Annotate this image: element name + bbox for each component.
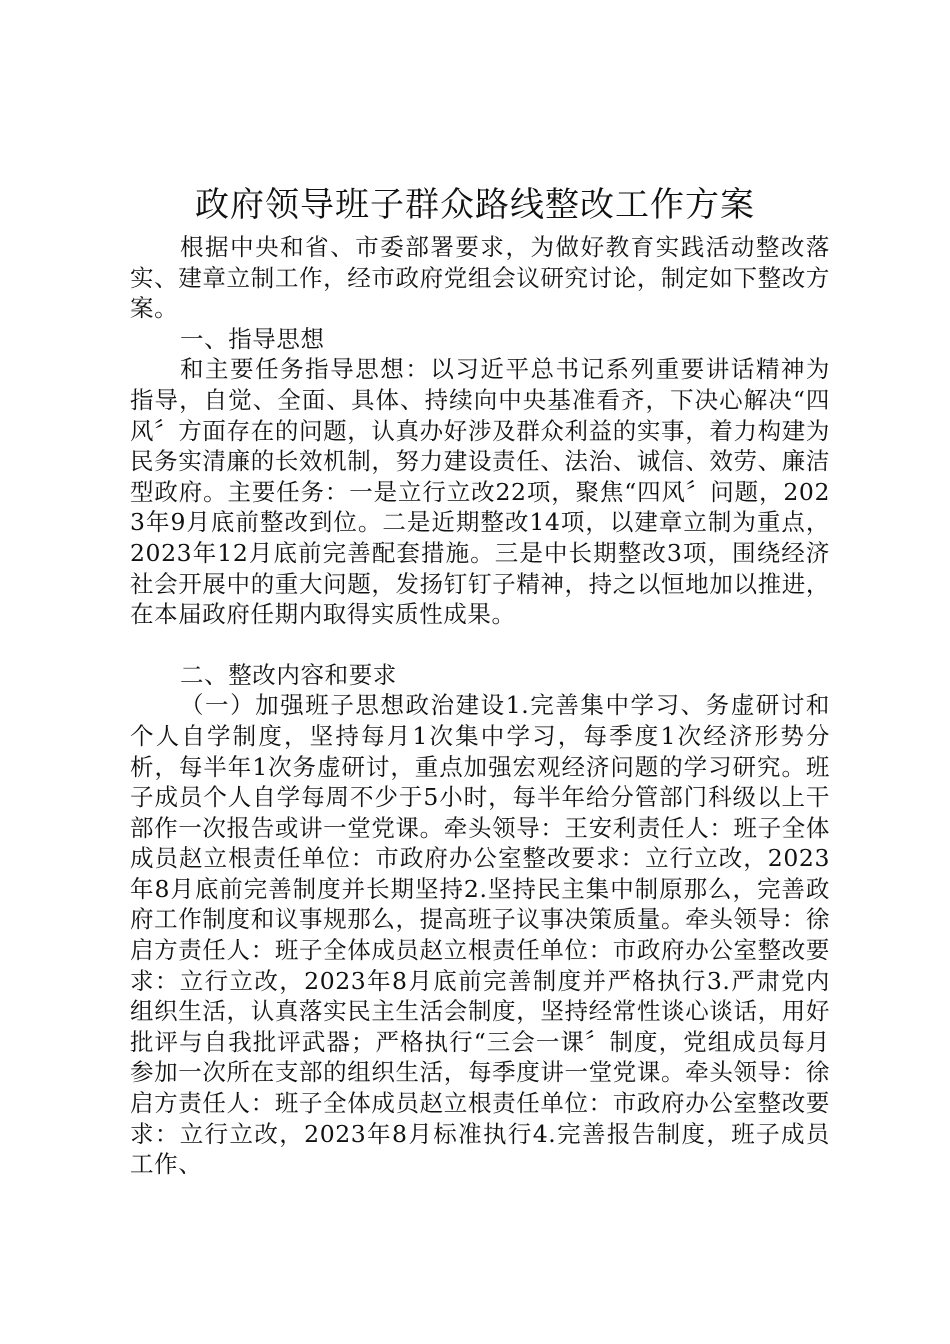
document-title: 政府领导班子群众路线整改工作方案 bbox=[195, 185, 755, 225]
section-1-heading: 一、指导思想 bbox=[180, 324, 325, 353]
section-2-body: （一）加强班子思想政治建设1.完善集中学习、务虚研讨和个人自学制度，坚持每月1次集中学习，每季度1次经济形势分析，每半年1次务虚研讨，重点加强宏观经济问题的学习研究。班子成员个人自学每周不少于5小时，每半年给分管部门科级以上干部作一次报告或讲一堂党课。牵头领导：王安利责任人：班子全体成员赵立根责任单位：市政府办公室整改要求：立行立改，2023年8月底前完善制度并长期坚持2.坚持民主集中制原那么，完善政府工作制度和议事规那么，提高班子议事决策质量。牵头领导：徐启方责任人：班子全体成员赵立根责任单位：市政府办公室整改要求：立行立改，2023年8月底前完善制度并严格执行3.严肃党内组织生活，认真落实民主生活会制度，坚持经常性谈心谈话，用好批评与自我批评武器；严格执行“三会一课〞制度，党组成员每月参加一次所在支部的组织生活，每季度讲一堂党课。牵头领导：徐启方责任人：班子全体成员赵立根责任单位：市政府办公室整改要求：立行立改，2023年8月标准执行4.完善报告制度，班子成员工作、 bbox=[130, 691, 830, 1179]
intro-paragraph: 根据中央和省、市委部署要求，为做好教育实践活动整改落实、建章立制工作，经市政府党组会议研究讨论，制定如下整改方案。 bbox=[130, 233, 830, 323]
section-1-body: 和主要任务指导思想：以习近平总书记系列重要讲话精神为指导，自觉、全面、具体、持续向中央基准看齐，下决心解决“四风〞方面存在的问题，认真办好涉及群众利益的实事，着力构建为民务实清廉的长效机制，努力建设责任、法治、诚信、效劳、廉洁型政府。主要任务：一是立行立改22项，聚焦“四风〞问题，2023年9月底前整改到位。二是近期整改14项，以建章立制为重点，2023年12月底前完善配套措施。三是中长期整改3项，围绕经济社会开展中的重大问题，发扬钉钉子精神，持之以恒地加以推进，在本届政府任期内取得实质性成果。 bbox=[130, 355, 830, 629]
document-body bbox=[130, 232, 830, 1180]
section-2-heading: 二、整改内容和要求 bbox=[180, 660, 397, 689]
